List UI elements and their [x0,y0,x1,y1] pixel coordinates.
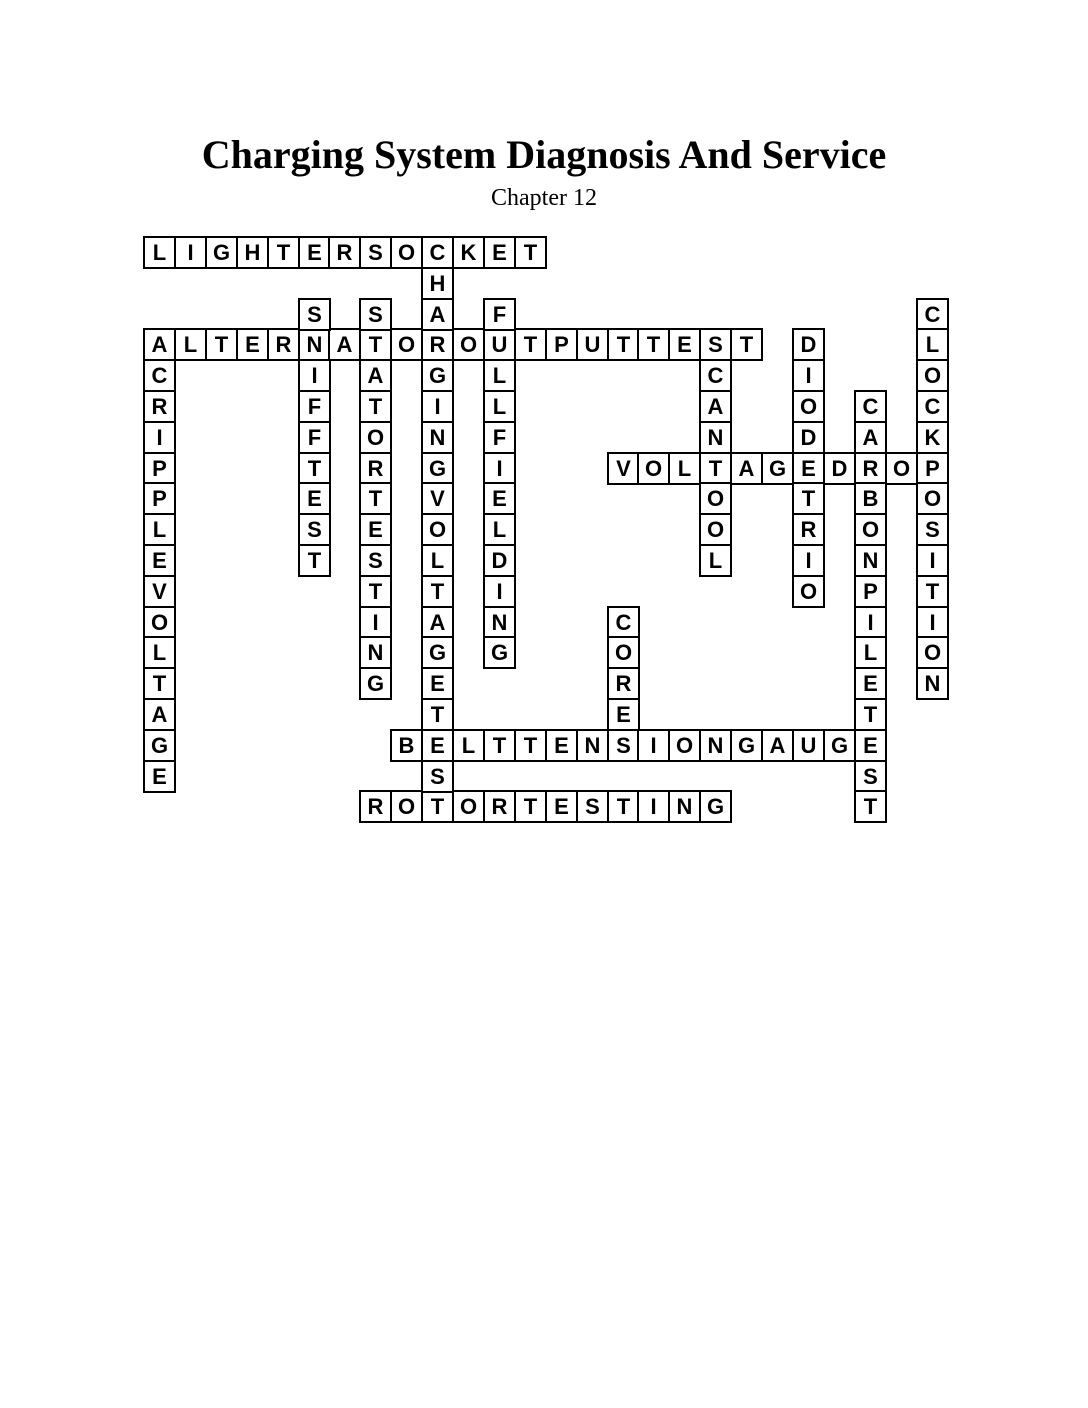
letter-cell: O [854,513,887,546]
letter-cell: E [607,698,640,731]
letter-cell: T [730,328,763,361]
letter-cell: S [359,298,392,331]
letter-cell: R [328,236,361,269]
letter-cell: T [637,328,670,361]
letter-cell: I [359,606,392,639]
letter-cell: O [452,328,485,361]
letter-cell: T [298,544,331,577]
letter-cell: N [359,636,392,669]
letter-cell: T [359,328,392,361]
letter-cell: N [298,328,331,361]
letter-cell: G [699,790,732,823]
letter-cell: F [483,298,516,331]
letter-cell: C [916,298,949,331]
letter-cell: O [885,452,918,485]
letter-cell: R [359,790,392,823]
letter-cell: L [174,328,207,361]
letter-cell: D [792,421,825,454]
letter-cell: A [421,606,454,639]
letter-cell: S [916,513,949,546]
letter-cell: L [143,236,176,269]
letter-cell: R [421,328,454,361]
letter-cell: G [359,667,392,700]
letter-cell: A [854,421,887,454]
letter-cell: G [823,729,856,762]
letter-cell: O [699,513,732,546]
letter-cell: A [359,359,392,392]
letter-cell: E [668,328,701,361]
letter-cell: I [143,421,176,454]
letter-cell: I [421,390,454,423]
letter-cell: P [545,328,578,361]
letter-cell: I [854,606,887,639]
letter-cell: I [174,236,207,269]
letter-cell: T [359,575,392,608]
letter-cell: E [298,482,331,515]
letter-cell: B [390,729,423,762]
letter-cell: A [699,390,732,423]
letter-cell: I [637,790,670,823]
letter-cell: C [699,359,732,392]
letter-cell: L [483,359,516,392]
letter-cell: P [143,482,176,515]
letter-cell: C [854,390,887,423]
letter-cell: A [143,328,176,361]
letter-cell: S [298,298,331,331]
letter-cell: E [421,667,454,700]
letter-cell: R [854,452,887,485]
letter-cell: N [668,790,701,823]
page-title: Charging System Diagnosis And Service [201,132,887,177]
letter-cell: N [699,421,732,454]
letter-cell: E [143,544,176,577]
letter-cell: L [143,636,176,669]
letter-cell: R [143,390,176,423]
letter-cell: O [390,790,423,823]
letter-cell: A [143,698,176,731]
letter-cell: O [359,421,392,454]
letter-cell: E [421,729,454,762]
letter-cell: V [421,482,454,515]
letter-cell: G [761,452,794,485]
letter-cell: O [792,390,825,423]
letter-cell: E [854,667,887,700]
letter-cell: A [328,328,361,361]
letter-cell: L [854,636,887,669]
letter-cell: L [699,544,732,577]
letter-cell: S [607,729,640,762]
letter-cell: L [916,328,949,361]
letter-cell: U [792,729,825,762]
letter-cell: K [916,421,949,454]
letter-cell: O [637,452,670,485]
letter-cell: I [483,575,516,608]
letter-cell: D [483,544,516,577]
letter-cell: T [792,482,825,515]
letter-cell: E [236,328,269,361]
letter-cell: O [390,328,423,361]
letter-cell: E [545,790,578,823]
letter-cell: E [143,760,176,793]
letter-cell: T [143,667,176,700]
letter-cell: P [143,452,176,485]
letter-cell: N [421,421,454,454]
letter-cell: A [730,452,763,485]
letter-cell: N [576,729,609,762]
letter-cell: N [483,606,516,639]
letter-cell: C [421,236,454,269]
letter-cell: S [359,236,392,269]
letter-cell: S [359,544,392,577]
letter-cell: T [514,729,547,762]
letter-cell: S [298,513,331,546]
page-subtitle: Chapter 12 [491,185,597,211]
letter-cell: T [483,729,516,762]
letter-cell: R [607,667,640,700]
letter-cell: G [483,636,516,669]
letter-cell: L [483,513,516,546]
letter-cell: F [483,421,516,454]
letter-cell: T [359,482,392,515]
letter-cell: T [854,790,887,823]
letter-cell: O [421,513,454,546]
letter-cell: O [452,790,485,823]
letter-cell: O [668,729,701,762]
letter-cell: V [607,452,640,485]
letter-cell: T [514,790,547,823]
letter-cell: K [452,236,485,269]
letter-cell: T [421,790,454,823]
letter-cell: U [576,328,609,361]
letter-cell: E [792,452,825,485]
letter-cell: D [792,328,825,361]
letter-cell: I [916,544,949,577]
letter-cell: S [854,760,887,793]
letter-cell: G [421,636,454,669]
letter-cell: T [421,698,454,731]
letter-cell: G [205,236,238,269]
letter-cell: C [143,359,176,392]
letter-cell: G [421,359,454,392]
letter-cell: O [390,236,423,269]
letter-cell: E [298,236,331,269]
letter-cell: H [236,236,269,269]
letter-cell: I [483,452,516,485]
letter-cell: O [143,606,176,639]
letter-cell: E [483,482,516,515]
letter-cell: B [854,482,887,515]
letter-cell: E [854,729,887,762]
letter-cell: T [607,328,640,361]
letter-cell: A [421,298,454,331]
letter-cell: S [576,790,609,823]
letter-cell: E [483,236,516,269]
letter-cell: L [421,544,454,577]
letter-cell: R [359,452,392,485]
letter-cell: G [421,452,454,485]
letter-cell: T [205,328,238,361]
letter-cell: T [514,236,547,269]
letter-cell: L [668,452,701,485]
letter-cell: O [916,482,949,515]
letter-cell: V [143,575,176,608]
letter-cell: T [854,698,887,731]
letter-cell: C [607,606,640,639]
letter-cell: L [452,729,485,762]
letter-cell: E [545,729,578,762]
letter-cell: R [267,328,300,361]
letter-cell: G [143,729,176,762]
letter-cell: P [854,575,887,608]
letter-cell: O [916,359,949,392]
letter-cell: G [730,729,763,762]
letter-cell: O [699,482,732,515]
letter-cell: O [916,636,949,669]
letter-cell: I [298,359,331,392]
letter-cell: R [792,513,825,546]
letter-cell: H [421,267,454,300]
letter-cell: N [699,729,732,762]
letter-cell: T [916,575,949,608]
letter-cell: O [607,636,640,669]
letter-cell: I [792,544,825,577]
letter-cell: R [483,790,516,823]
letter-cell: L [143,513,176,546]
letter-cell: U [483,328,516,361]
letter-cell: F [298,421,331,454]
letter-cell: S [421,760,454,793]
letter-cell: F [298,390,331,423]
letter-cell: E [359,513,392,546]
letter-cell: T [607,790,640,823]
letter-cell: A [761,729,794,762]
letter-cell: L [483,390,516,423]
letter-cell: D [823,452,856,485]
letter-cell: S [699,328,732,361]
letter-cell: T [267,236,300,269]
letter-cell: T [514,328,547,361]
letter-cell: O [792,575,825,608]
letter-cell: T [421,575,454,608]
letter-cell: T [298,452,331,485]
letter-cell: I [916,606,949,639]
letter-cell: N [916,667,949,700]
letter-cell: I [792,359,825,392]
letter-cell: T [699,452,732,485]
letter-cell: C [916,390,949,423]
letter-cell: T [359,390,392,423]
letter-cell: N [854,544,887,577]
letter-cell: I [637,729,670,762]
letter-cell: P [916,452,949,485]
